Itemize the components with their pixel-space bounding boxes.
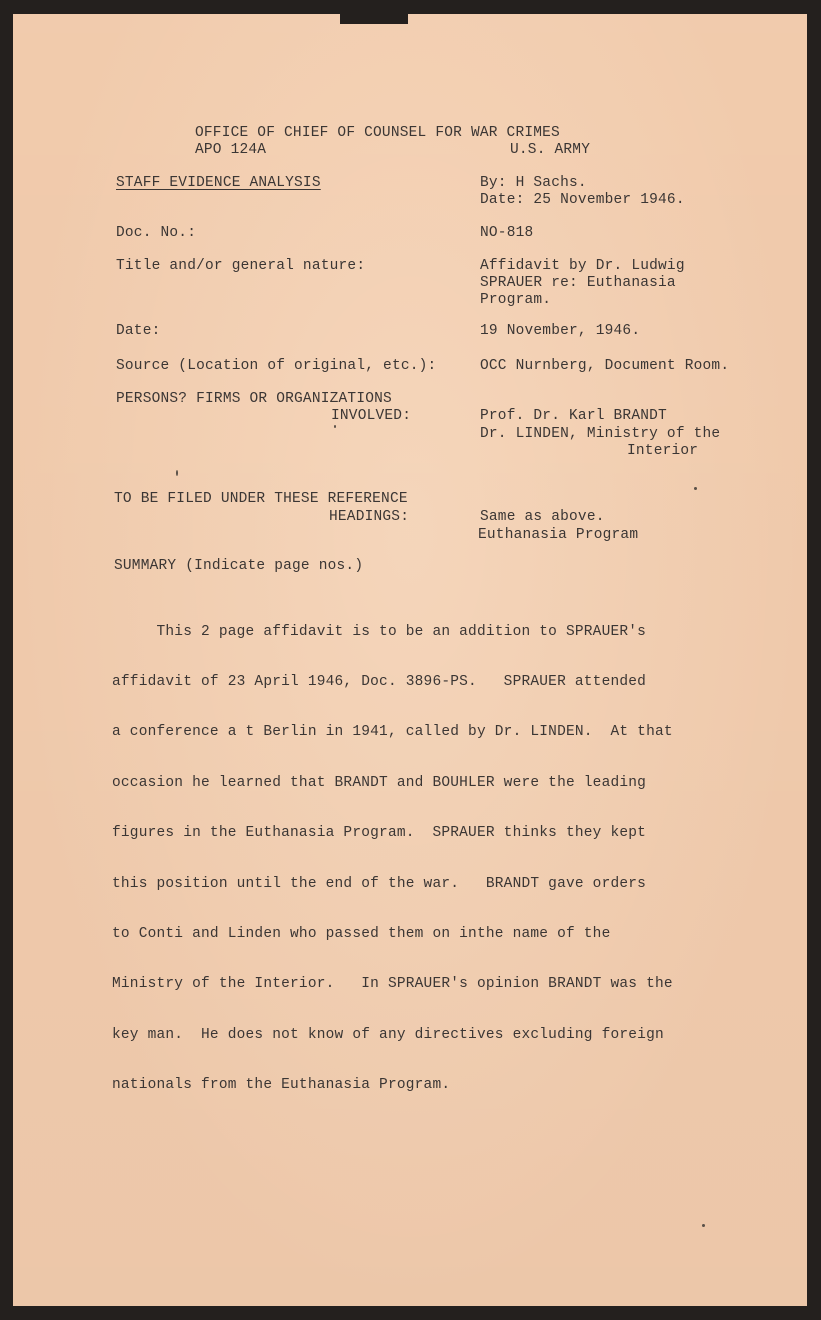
summary-line: figures in the Euthanasia Program. SPRAUER thinks they kept [112, 825, 647, 842]
title-value-line-2: SPRAUER re: Euthanasia [480, 275, 676, 291]
summary-line: this position until the end of the war. BRANDT gave orders [112, 875, 647, 892]
filed-label-line-1: TO BE FILED UNDER THESE REFERENCE [114, 491, 408, 507]
filed-label-line-2: HEADINGS: [329, 509, 410, 525]
doc-no-value: NO-818 [480, 225, 534, 241]
date-value: 19 November, 1946. [480, 323, 641, 339]
persons-value-line-3: Interior [627, 443, 699, 459]
date-label: Date: [116, 323, 161, 339]
paper-speck [694, 487, 697, 490]
summary-line: occasion he learned that BRANDT and BOUHLER were the leading [112, 774, 647, 791]
persons-label-line-2: INVOLVED: [331, 408, 412, 424]
paper-speck [334, 425, 336, 428]
summary-line: to Conti and Linden who passed them on inthe name of the [112, 925, 611, 942]
analysis-date: Date: 25 November 1946. [480, 192, 685, 208]
office-title: OFFICE OF CHIEF OF COUNSEL FOR WAR CRIMES [195, 125, 560, 141]
summary-line: Ministry of the Interior. In SPRAUER's opinion BRANDT was the [112, 976, 673, 993]
summary-body [112, 590, 752, 1111]
summary-line: This 2 page affidavit is to be an addition to SPRAUER's [112, 623, 647, 640]
summary-line: a conference a t Berlin in 1941, called by Dr. LINDEN. At that [112, 724, 673, 741]
army-label: U.S. ARMY [510, 142, 591, 158]
apo-number: APO 124A [195, 142, 267, 158]
filed-value-line-1: Same as above. [480, 509, 605, 525]
summary-label: SUMMARY (Indicate page nos.) [114, 558, 364, 574]
analysis-heading: STAFF EVIDENCE ANALYSIS [116, 175, 321, 191]
title-value-line-1: Affidavit by Dr. Ludwig [480, 258, 685, 274]
source-value: OCC Nurnberg, Document Room. [480, 358, 730, 374]
paper-speck [176, 470, 178, 476]
analyst-name: By: H Sachs. [480, 175, 587, 191]
persons-value-line-1: Prof. Dr. Karl BRANDT [480, 408, 667, 424]
title-value-line-3: Program. [480, 292, 552, 308]
paper-speck [702, 1224, 705, 1227]
paper-tear [340, 14, 408, 24]
filed-value-line-2: Euthanasia Program [478, 527, 639, 543]
summary-line: nationals from the Euthanasia Program. [112, 1077, 451, 1094]
persons-value-line-2: Dr. LINDEN, Ministry of the [480, 426, 721, 442]
persons-label-line-1: PERSONS? FIRMS OR ORGANIZATIONS [116, 391, 392, 407]
summary-line: affidavit of 23 April 1946, Doc. 3896-PS. SPRAUER attended [112, 673, 647, 690]
summary-line: key man. He does not know of any directives excluding foreign [112, 1026, 664, 1043]
doc-no-label: Doc. No.: [116, 225, 197, 241]
title-label: Title and/or general nature: [116, 258, 366, 274]
source-label: Source (Location of original, etc.): [116, 358, 437, 374]
